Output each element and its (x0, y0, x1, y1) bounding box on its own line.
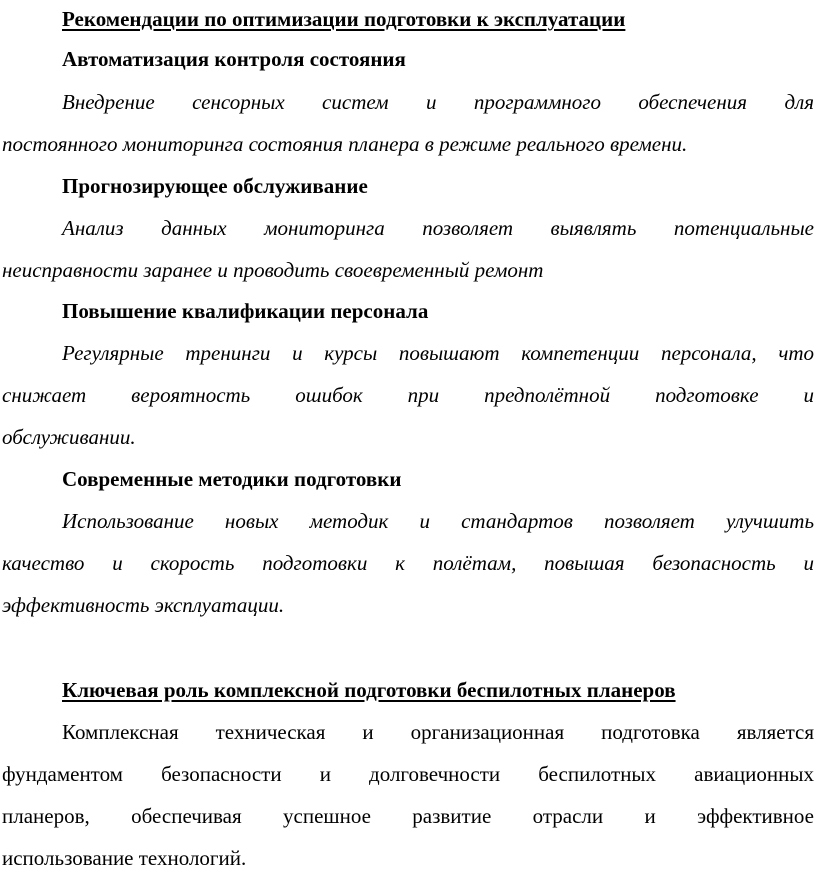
item-text-line: обслуживании. (2, 425, 136, 449)
item-heading-modern-methods: Современные методики подготовки (62, 467, 402, 491)
section-title-key-role: Ключевая роль комплексной подготовки беспилотных планеров (62, 678, 676, 702)
paragraph-line: фундаментом безопасности и долговечности беспилотных авиационных (2, 762, 814, 786)
item-text-line: Анализ данных мониторинга позволяет выявлять потенциальные (62, 216, 814, 240)
item-text-line: неисправности заранее и проводить своевременный ремонт (2, 258, 544, 282)
section-title-recommendations: Рекомендации по оптимизации подготовки к эксплуатации (62, 7, 626, 31)
item-heading-predictive-maintenance: Прогнозирующее обслуживание (62, 174, 368, 198)
item-text-line: Использование новых методик и стандартов позволяет улучшить (62, 509, 814, 533)
item-text-line: качество и скорость подготовки к полётам, повышая безопасность и (2, 551, 814, 575)
item-text-line: постоянного мониторинга состояния планера в режиме реального времени. (2, 132, 688, 156)
item-text-line: Внедрение сенсорных систем и программного обеспечения для (62, 90, 814, 114)
paragraph-line: использование технологий. (2, 846, 247, 870)
item-text-line: снижает вероятность ошибок при предполётной подготовке и (2, 383, 814, 407)
item-heading-automation: Автоматизация контроля состояния (62, 47, 406, 71)
item-text-line: Регулярные тренинги и курсы повышают компетенции персонала, что (62, 341, 814, 365)
item-text-line: эффективность эксплуатации. (2, 593, 285, 617)
paragraph-line: планеров, обеспечивая успешное развитие отрасли и эффективное (2, 804, 814, 828)
paragraph-line: Комплексная техническая и организационная подготовка является (62, 720, 814, 744)
item-heading-staff-training: Повышение квалификации персонала (62, 299, 429, 323)
